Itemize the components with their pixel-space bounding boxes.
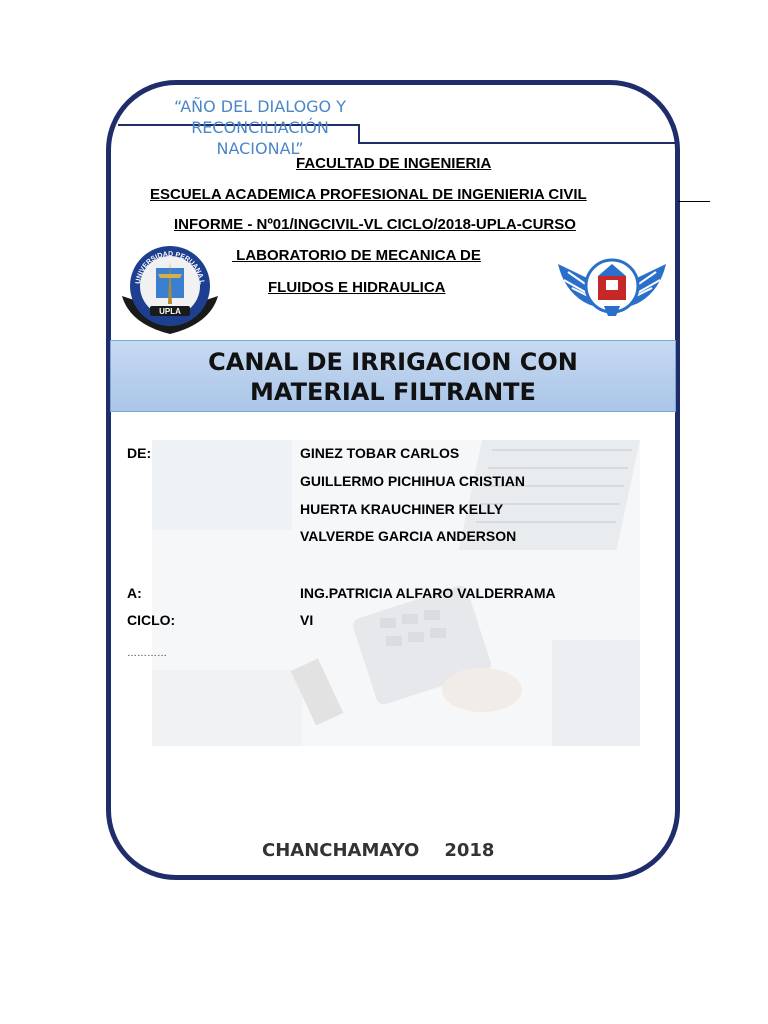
from-label: DE: <box>127 445 152 461</box>
cycle-value: VI <box>300 612 314 628</box>
author-4: VALVERDE GARCIA ANDERSON <box>300 528 517 544</box>
report-title-line2: MATERIAL FILTRANTE <box>250 378 536 406</box>
seal-band-text: UPLA <box>159 307 181 316</box>
place-and-year: CHANCHAMAYO 2018 <box>262 840 495 861</box>
course-heading-line2: FLUIDOS E HIDRAULICA <box>268 279 446 296</box>
civil-engineering-emblem-icon <box>554 250 670 330</box>
header-rule-right <box>358 142 678 144</box>
to-label: A: <box>127 585 142 601</box>
school-underline-tail <box>678 201 710 202</box>
course-heading-line1: LABORATORIO DE MECANICA DE <box>232 247 481 264</box>
university-seal-icon <box>120 244 220 336</box>
report-heading: INFORME - Nº01/INGCIVIL-VL CICLO/2018-UPLA-CURSO <box>174 216 576 233</box>
author-2: GUILLERMO PICHIHUA CRISTIAN <box>300 473 526 489</box>
report-title-line1: CANAL DE IRRIGACION CON <box>208 348 578 376</box>
dotted-leader: ………… <box>127 648 167 659</box>
author-1: GINEZ TOBAR CARLOS <box>300 445 460 461</box>
report-title-banner <box>110 340 676 412</box>
to-value: ING.PATRICIA ALFARO VALDERRAMA <box>300 585 556 601</box>
year-motto: “AÑO DEL DIALOGO Y RECONCILIACIÓN NACIONAL” <box>173 97 347 158</box>
cycle-label: CICLO: <box>127 612 176 628</box>
author-3: HUERTA KRAUCHINER KELLY <box>300 501 504 517</box>
school-heading: ESCUELA ACADEMICA PROFESIONAL DE INGENIERIA CIVIL <box>150 186 587 203</box>
seal-ring-text: UNIVERSIDAD PERUANA L <box>135 250 206 285</box>
faculty-heading: FACULTAD DE INGENIERIA <box>296 155 492 172</box>
